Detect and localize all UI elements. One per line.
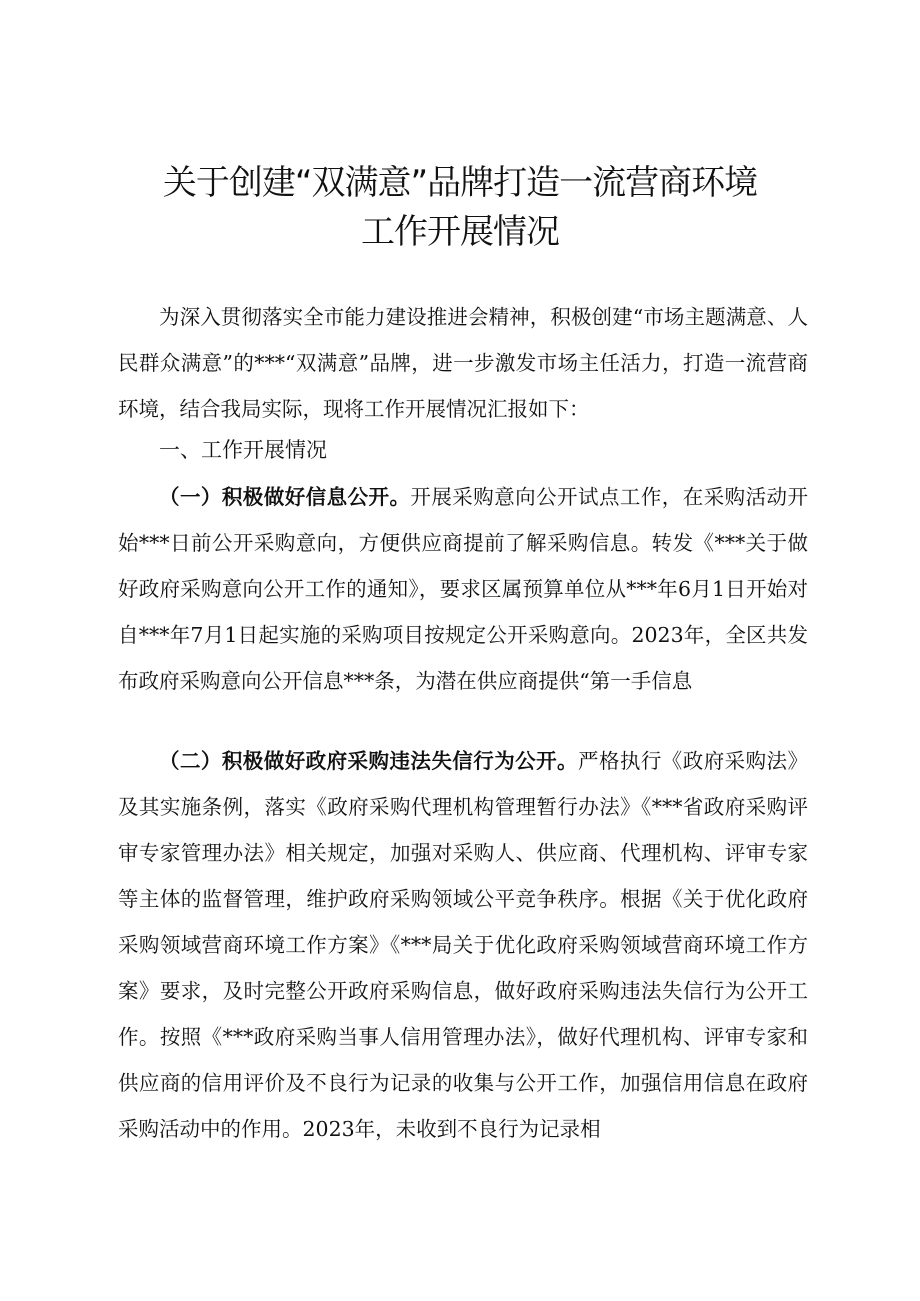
document-title-line-1: 关于创建“双满意”品牌打造一流营商环境 xyxy=(162,163,758,203)
document-title-line-2: 工作开展情况 xyxy=(361,212,559,252)
item-2-text: 严格执行《政府采购法》及其实施条例，落实《政府采购代理机构管理暂行办法》《***省政府采购评审专家管理办法》相关规定，加强对采购人、供应商、代理机构、评审专家等主体的监督管理，维护政府采购领域公平竞争秩序。根据《关于优化政府采购领域营商环境工作方案》《***局关于优化政府采购领域营商环境工作方案》要求，及时完整公开政府采购信息，做好政府采购违法失信行为公开工作。按照《***政府采购当事人信用管理办法》，做好代理机构、评审专家和供应商的信用评价及不良行为记录的收集与公开工作，加强信用信息在政府采购活动中的作用。2023年，未收到不良行为记录相 xyxy=(118,749,808,1141)
intro-paragraph: 为深入贯彻落实全市能力建设推进会精神，积极创建“市场主题满意、人民群众满意”的***“双满意”品牌，进一步激发市场主任活力，打造一流营商环境，结合我局实际，现将工作开展情况汇报如下： xyxy=(118,305,808,421)
section-heading-1: 一、工作开展情况 xyxy=(159,438,327,462)
item-2-paragraph xyxy=(118,738,808,1152)
item-1-lead: （一）积极做好信息公开。 xyxy=(159,485,411,509)
item-1-paragraph xyxy=(118,474,808,704)
item-1-text: 开展采购意向公开试点工作，在采购活动开始***日前公开采购意向，方便供应商提前了解采购信息。转发《***关于做好政府采购意向公开工作的通知》，要求区属预算单位从***年6月1日开始对自***年7月1日起实施的采购项目按规定公开采购意向。2023年，全区共发布政府采购意向公开信息***条，为潜在供应商提供“第一手信息 xyxy=(118,485,809,693)
item-2-lead: （二）积极做好政府采购违法失信行为公开。 xyxy=(159,749,578,773)
